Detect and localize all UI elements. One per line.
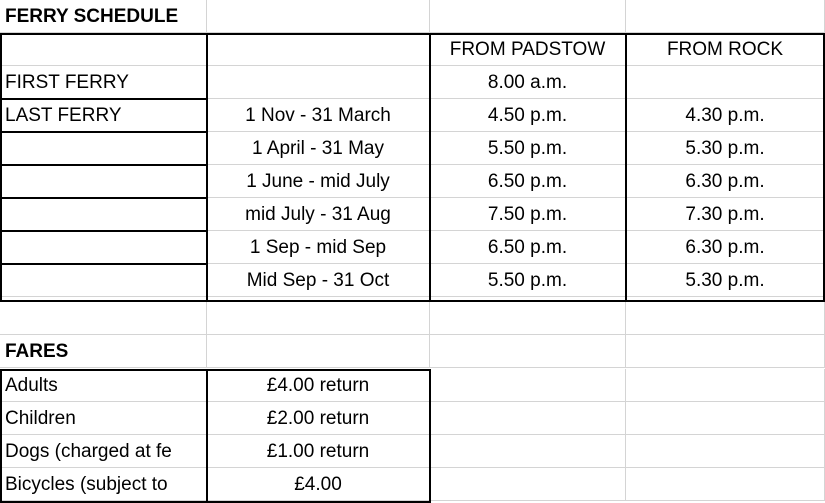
- padstow-time-cell[interactable]: 5.50 p.m.: [430, 264, 626, 297]
- empty-cell[interactable]: [207, 0, 430, 33]
- empty-cell[interactable]: [430, 335, 626, 368]
- schedule-label-cell[interactable]: [0, 165, 207, 198]
- fare-price-cell[interactable]: £4.00: [207, 468, 430, 501]
- empty-cell[interactable]: [207, 302, 430, 335]
- fare-row: [0, 468, 825, 501]
- fare-row: [0, 369, 825, 402]
- schedule-period-cell[interactable]: mid July - 31 Aug: [207, 198, 430, 231]
- rock-time-cell[interactable]: [626, 66, 825, 99]
- empty-cell[interactable]: [626, 369, 825, 402]
- schedule-label-cell[interactable]: [0, 198, 207, 231]
- fares-title[interactable]: FARES: [0, 335, 207, 368]
- rock-time-cell[interactable]: 6.30 p.m.: [626, 165, 825, 198]
- fares-title-row: [0, 335, 825, 368]
- schedule-period-cell[interactable]: [207, 66, 430, 99]
- title-row: [0, 0, 825, 33]
- schedule-header-row: [0, 33, 825, 66]
- schedule-row: [0, 99, 825, 132]
- fare-price-cell[interactable]: £1.00 return: [207, 435, 430, 468]
- empty-cell[interactable]: [626, 468, 825, 501]
- spacer-row: [0, 302, 825, 335]
- header-cell[interactable]: [0, 33, 207, 66]
- rock-time-cell[interactable]: 6.30 p.m.: [626, 231, 825, 264]
- empty-cell[interactable]: [0, 302, 207, 335]
- rock-time-cell[interactable]: 7.30 p.m.: [626, 198, 825, 231]
- padstow-time-cell[interactable]: 7.50 p.m.: [430, 198, 626, 231]
- schedule-row: [0, 165, 825, 198]
- fare-type-cell[interactable]: Children: [0, 402, 207, 435]
- empty-cell[interactable]: [430, 369, 626, 402]
- fare-type-cell[interactable]: Dogs (charged at fe: [0, 435, 207, 468]
- schedule-label-cell[interactable]: [0, 132, 207, 165]
- padstow-time-cell[interactable]: 5.50 p.m.: [430, 132, 626, 165]
- rock-time-cell[interactable]: 5.30 p.m.: [626, 132, 825, 165]
- schedule-label-cell[interactable]: [0, 231, 207, 264]
- empty-cell[interactable]: [430, 302, 626, 335]
- schedule-period-cell[interactable]: 1 April - 31 May: [207, 132, 430, 165]
- schedule-label-cell[interactable]: FIRST FERRY: [0, 66, 207, 99]
- fare-price-cell[interactable]: £2.00 return: [207, 402, 430, 435]
- fare-row: [0, 402, 825, 435]
- fare-row: [0, 435, 825, 468]
- empty-cell[interactable]: [430, 468, 626, 501]
- schedule-row: [0, 264, 825, 297]
- fare-type-cell[interactable]: Bicycles (subject to: [0, 468, 207, 501]
- padstow-time-cell[interactable]: 6.50 p.m.: [430, 165, 626, 198]
- schedule-label-cell[interactable]: LAST FERRY: [0, 99, 207, 132]
- padstow-time-cell[interactable]: 4.50 p.m.: [430, 99, 626, 132]
- empty-cell[interactable]: [626, 302, 825, 335]
- rock-time-cell[interactable]: 4.30 p.m.: [626, 99, 825, 132]
- schedule-period-cell[interactable]: 1 Sep - mid Sep: [207, 231, 430, 264]
- empty-cell[interactable]: [626, 335, 825, 368]
- schedule-row: [0, 66, 825, 99]
- empty-cell[interactable]: [430, 402, 626, 435]
- empty-cell[interactable]: [626, 0, 825, 33]
- padstow-time-cell[interactable]: 6.50 p.m.: [430, 231, 626, 264]
- empty-cell[interactable]: [430, 0, 626, 33]
- schedule-period-cell[interactable]: Mid Sep - 31 Oct: [207, 264, 430, 297]
- schedule-row: [0, 132, 825, 165]
- empty-cell[interactable]: [430, 435, 626, 468]
- schedule-title[interactable]: FERRY SCHEDULE: [0, 0, 207, 33]
- schedule-row: [0, 198, 825, 231]
- padstow-time-cell[interactable]: 8.00 a.m.: [430, 66, 626, 99]
- header-from-rock[interactable]: FROM ROCK: [626, 33, 825, 66]
- fare-type-cell[interactable]: Adults: [0, 369, 207, 402]
- empty-cell[interactable]: [626, 402, 825, 435]
- header-cell[interactable]: [207, 33, 430, 66]
- empty-cell[interactable]: [207, 335, 430, 368]
- schedule-period-cell[interactable]: 1 Nov - 31 March: [207, 99, 430, 132]
- schedule-row: [0, 231, 825, 264]
- header-from-padstow[interactable]: FROM PADSTOW: [430, 33, 626, 66]
- rock-time-cell[interactable]: 5.30 p.m.: [626, 264, 825, 297]
- empty-cell[interactable]: [626, 435, 825, 468]
- schedule-period-cell[interactable]: 1 June - mid July: [207, 165, 430, 198]
- fare-price-cell[interactable]: £4.00 return: [207, 369, 430, 402]
- schedule-label-cell[interactable]: [0, 264, 207, 297]
